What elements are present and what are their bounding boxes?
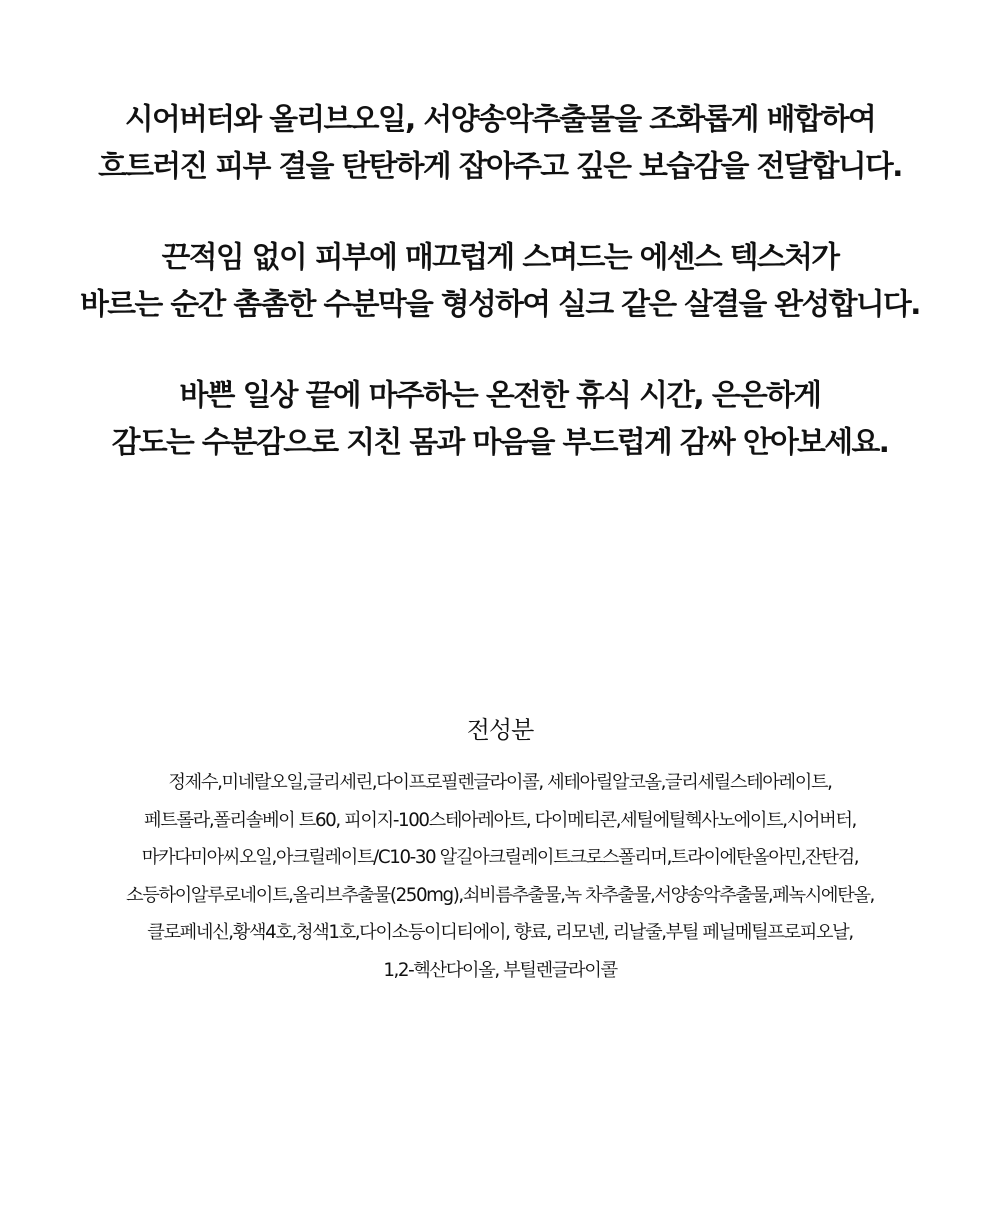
description-line: 감도는 수분감으로 지친 몸과 마음을 부드럽게 감싸 안아보세요. (111, 425, 889, 460)
ingredients-line: 클로페네신,황색4호,청색1호,다이소등이디티에이, 향료, 리모넨, 리날줄,부틸 페닐메틸프로피오날, (147, 922, 853, 943)
description-paragraph-3 (0, 372, 1000, 466)
description-paragraph-1 (0, 96, 1000, 190)
description-line: 시어버터와 올리브오일, 서양송악추출물을 조화롭게 배합하여 (124, 102, 876, 137)
ingredients-line: 페트롤라,폴리솔베이 트60, 피이지-100스테아레아트, 다이메티콘,세틸에틸헥사노에이트,시어버터, (144, 809, 856, 831)
ingredients-line: 1,2-헥산다이올, 부틸렌글라이콜 (383, 959, 617, 981)
description-line: 바쁜 일상 끝에 마주하는 온전한 휴식 시간, 은은하게 (179, 378, 821, 413)
description-paragraph-2 (0, 234, 1000, 328)
ingredients-line: 마카다미아씨오일,아크릴레이트/C10-30 알길아크릴레이트크로스폴리머,트라이에탄올아민,잔탄검, (141, 847, 859, 868)
ingredients-title: 전성분 (466, 716, 534, 744)
ingredients-section (0, 708, 1000, 989)
description-line: 끈적임 없이 피부에 매끄럽게 스며드는 에센스 텍스처가 (161, 240, 839, 275)
description-line: 바르는 순간 촘촘한 수분막을 형성하여 실크 같은 살결을 완성합니다. (80, 287, 920, 322)
ingredients-line: 소등하이알루로네이트,올리브추출물(250mg),쇠비름추출물,녹 차추출물,서양송악추출물,페녹시에탄올, (126, 884, 874, 906)
ingredients-line: 정제수,미네랄오일,글리세린,다이프로필렌글라이콜, 세테아릴알코올,글리세릴스테아레이트, (168, 772, 832, 793)
product-description (0, 96, 1000, 510)
description-line: 흐트러진 피부 결을 탄탄하게 잡아주고 깊은 보습감을 전달합니다. (98, 149, 902, 184)
